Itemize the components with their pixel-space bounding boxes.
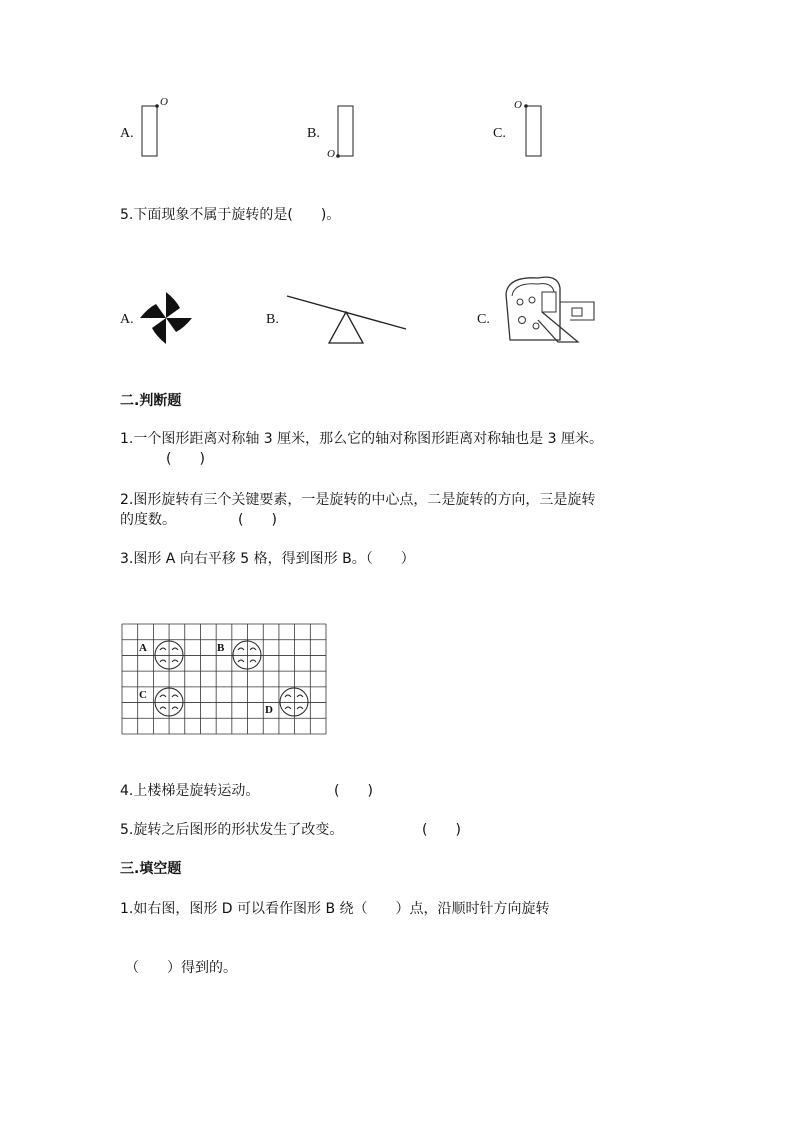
q4-option-b-label: B. bbox=[307, 126, 320, 141]
q4-option-c-figure bbox=[522, 98, 562, 158]
grid-label-c: C bbox=[139, 689, 147, 701]
playground-slide-icon bbox=[498, 274, 598, 346]
judge-item-1-paren: ( ) bbox=[166, 451, 205, 467]
judge-item-2-line1: 2.图形旋转有三个关键要素，一是旋转的中心点，二是旋转的方向，三是旋转 bbox=[120, 492, 596, 508]
q5-option-c-label: C. bbox=[477, 312, 490, 327]
grid-label-d: D bbox=[265, 704, 273, 716]
judge-item-5-paren: ( ) bbox=[422, 822, 461, 838]
grid-label-a: A bbox=[139, 642, 147, 654]
q4-option-b-figure bbox=[334, 100, 374, 160]
fill-item-1-line1: 1.如右图，图形 D 可以看作图形 B 绕（ ）点，沿顺时针方向旋转 bbox=[120, 901, 550, 917]
figure-b bbox=[233, 641, 261, 669]
q4-option-c-label: C. bbox=[493, 126, 506, 141]
q4-option-c-point: O bbox=[514, 99, 522, 111]
q5-option-a-label: A. bbox=[120, 312, 134, 327]
fill-item-1-line2: （ ）得到的。 bbox=[125, 960, 237, 976]
q4-option-a-label: A. bbox=[120, 126, 134, 141]
q4-option-a-point: O bbox=[160, 96, 168, 108]
q5-option-b-label: B. bbox=[266, 312, 279, 327]
grid-label-b: B bbox=[217, 642, 225, 654]
seesaw-icon bbox=[284, 294, 414, 346]
judge-item-5: 5.旋转之后图形的形状发生了改变。 bbox=[120, 822, 344, 838]
pinwheel-icon bbox=[138, 290, 194, 346]
judge-item-3: 3.图形 A 向右平移 5 格，得到图形 B。（ ） bbox=[120, 551, 415, 567]
rotation-grid-figure bbox=[121, 623, 327, 735]
judge-item-4: 4.上楼梯是旋转运动。 bbox=[120, 783, 260, 799]
q5-question: 5.下面现象不属于旋转的是( )。 bbox=[120, 207, 341, 223]
judge-item-1: 1.一个图形距离对称轴 3 厘米，那么它的轴对称图形距离对称轴也是 3 厘米。 bbox=[120, 431, 603, 447]
section-3-title: 三.填空题 bbox=[120, 861, 182, 877]
figure-d bbox=[280, 688, 308, 716]
q4-option-a-figure bbox=[138, 98, 178, 158]
judge-item-2-line2: 的度数。 bbox=[120, 512, 176, 528]
q4-option-b-point: O bbox=[327, 148, 335, 160]
judge-item-2-paren: ( ) bbox=[238, 512, 277, 528]
judge-item-4-paren: ( ) bbox=[334, 783, 373, 799]
section-2-title: 二.判断题 bbox=[120, 393, 182, 409]
